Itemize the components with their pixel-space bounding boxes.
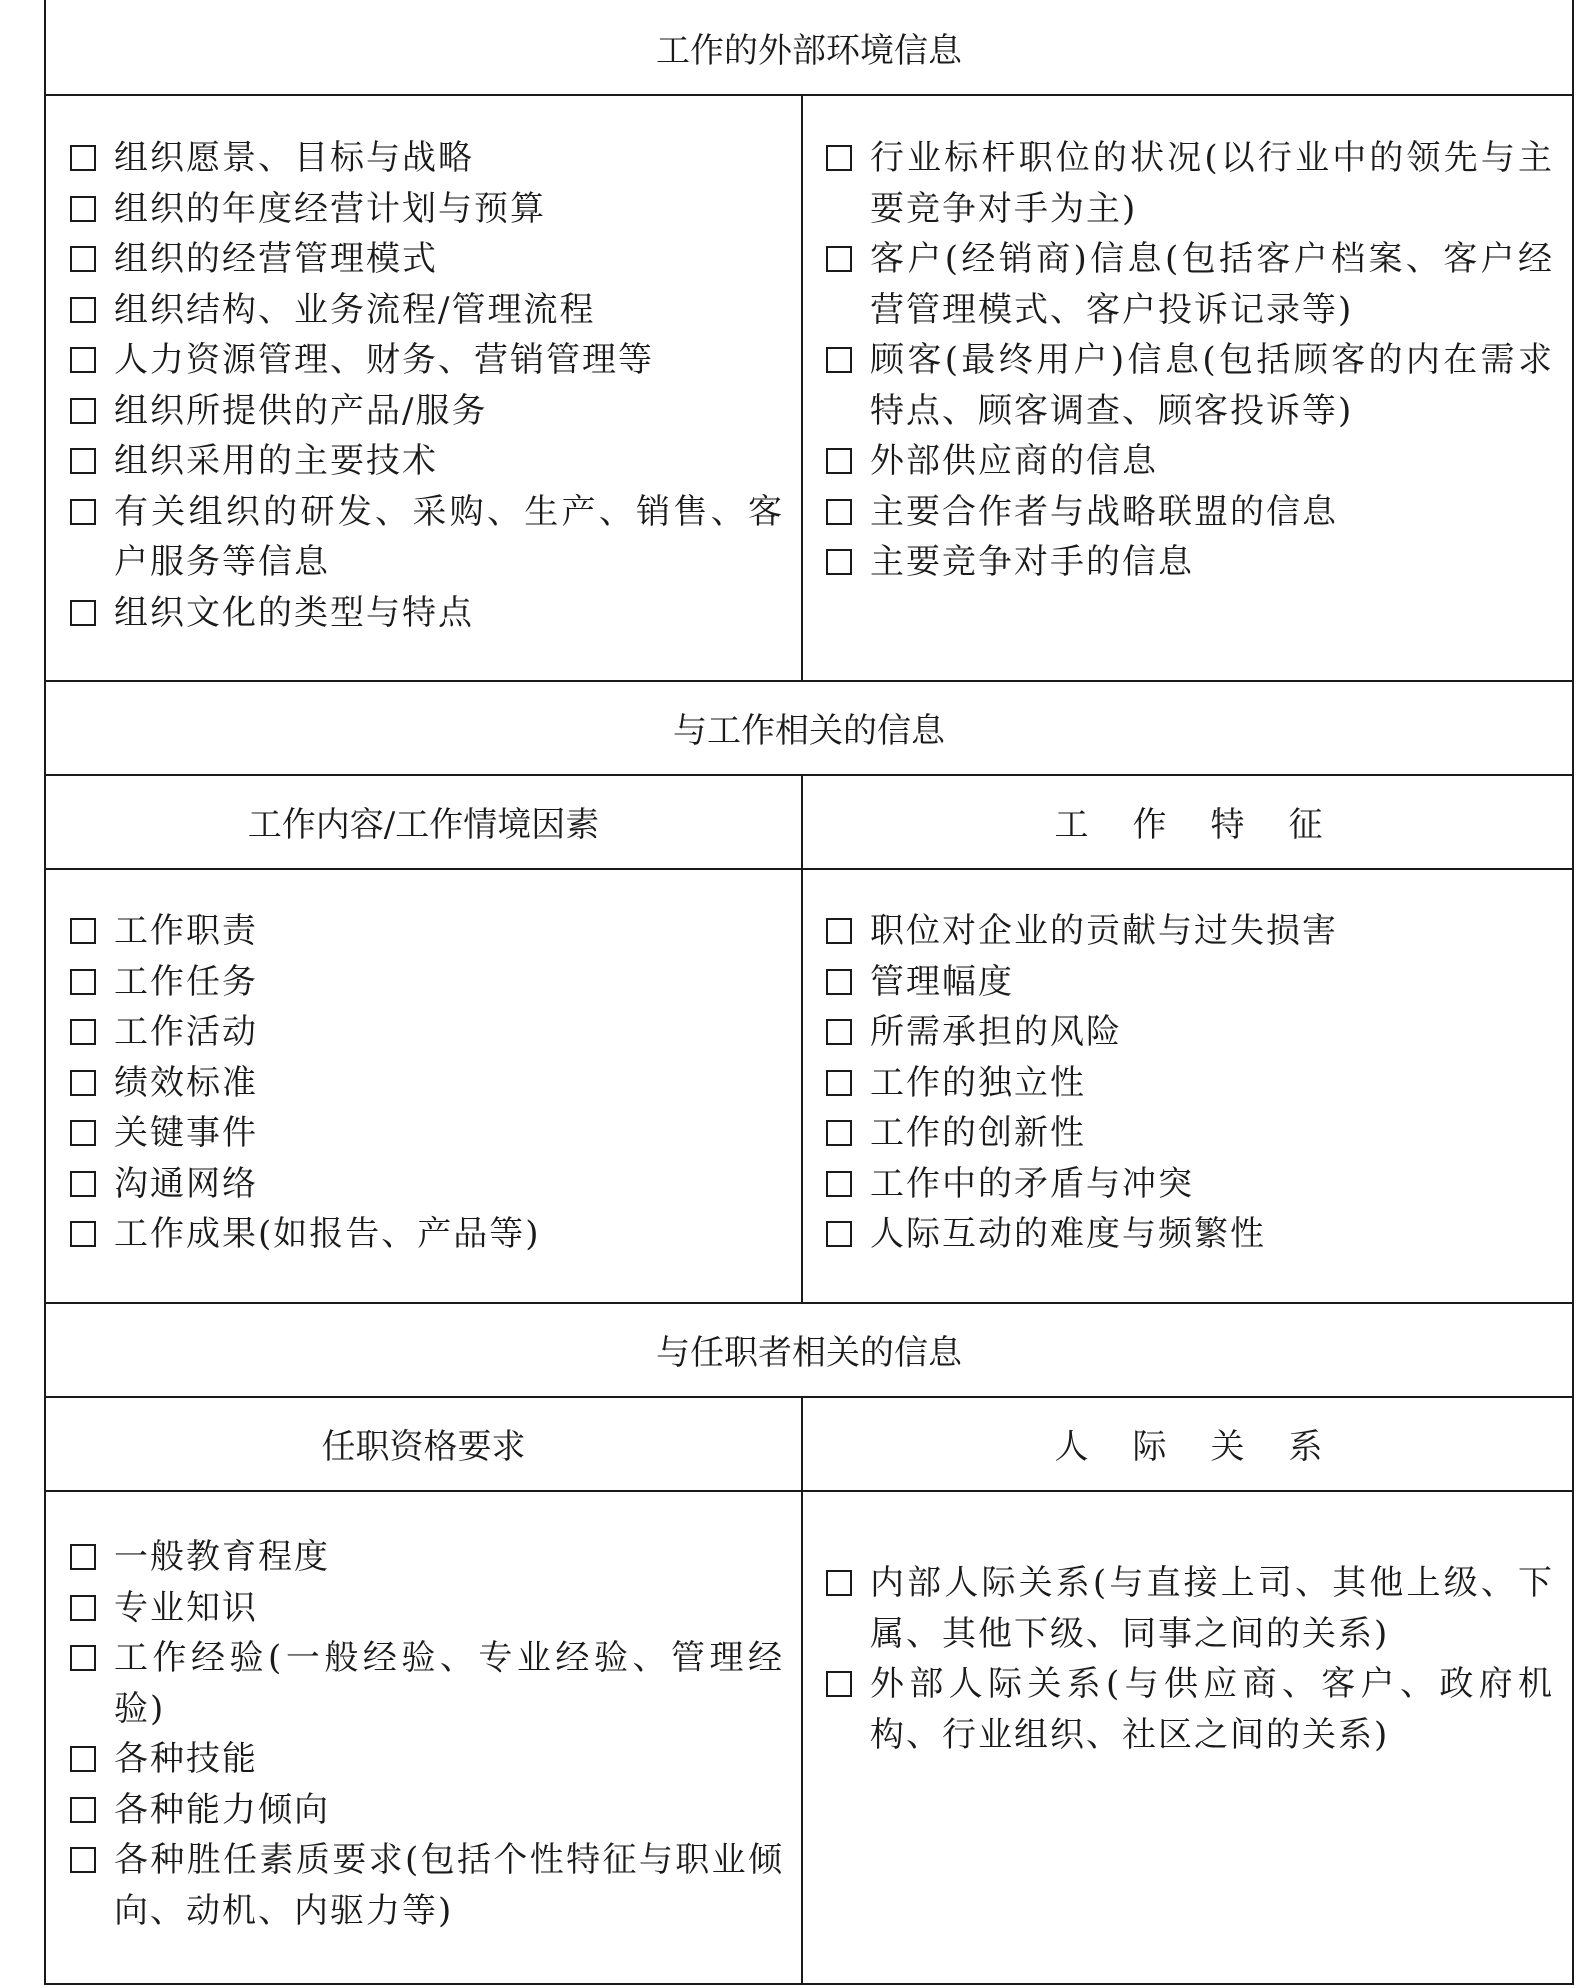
relationships-list xyxy=(826,1558,1554,1760)
column-head-text: 工作特征 xyxy=(1054,804,1367,845)
checkbox-icon[interactable] xyxy=(826,1070,852,1096)
checklist-item-label: 组织文化的类型与特点 xyxy=(114,592,474,633)
checklist-item-label: 顾客(最终用户)信息(包括顾客的内在需求特点、顾客调查、顾客投诉等) xyxy=(870,340,1554,431)
job-content-list xyxy=(70,906,784,1260)
checklist-item xyxy=(826,1558,1554,1659)
checklist-item xyxy=(826,1659,1554,1760)
job-analysis-info-table xyxy=(44,0,1574,1985)
checklist-item xyxy=(70,1108,784,1159)
checkbox-icon[interactable] xyxy=(70,1019,96,1045)
checklist-item-label: 工作中的矛盾与冲突 xyxy=(870,1163,1194,1204)
checklist-item-label: 所需承担的风险 xyxy=(870,1012,1122,1052)
checkbox-icon[interactable] xyxy=(826,1019,852,1045)
checklist-item xyxy=(70,1209,784,1260)
checklist-item-label: 人力资源管理、财务、营销管理等 xyxy=(114,340,654,380)
checklist-item xyxy=(70,957,784,1008)
checklist-item-label: 各种能力倾向 xyxy=(114,1789,330,1830)
checklist-item-label: 组织采用的主要技术 xyxy=(114,441,438,481)
job-features-list xyxy=(826,906,1554,1260)
checklist-item xyxy=(70,436,784,487)
checklist-item-label: 行业标杆职位的状况(以行业中的领先与主要竞争对手为主) xyxy=(870,138,1554,229)
checklist-item-label: 工作活动 xyxy=(114,1012,258,1052)
checklist-item xyxy=(70,1058,784,1109)
column-head-job-content: 工作内容/工作情境因素 xyxy=(247,804,600,845)
checkbox-icon[interactable] xyxy=(826,1671,852,1697)
checklist-item-label: 绩效标准 xyxy=(114,1062,258,1103)
checklist-item-label: 关键事件 xyxy=(114,1113,258,1153)
checkbox-icon[interactable] xyxy=(826,499,852,525)
checkbox-icon[interactable] xyxy=(70,1544,96,1570)
checklist-item-label: 工作任务 xyxy=(114,961,258,1002)
checkbox-icon[interactable] xyxy=(70,297,96,323)
checkbox-icon[interactable] xyxy=(70,1595,96,1621)
checklist-item xyxy=(826,436,1554,487)
checklist-item xyxy=(826,487,1554,538)
checkbox-icon[interactable] xyxy=(70,398,96,424)
checklist-item xyxy=(826,957,1554,1008)
column-head-relationships xyxy=(803,1396,1574,1490)
checklist-item xyxy=(826,906,1554,957)
checklist-item-label: 内部人际关系(与直接上司、其他上级、下属、其他下级、同事之间的关系) xyxy=(870,1563,1554,1654)
checklist-item xyxy=(70,133,784,184)
checklist-item-label: 一般教育程度 xyxy=(114,1537,330,1577)
checklist-item xyxy=(826,1209,1554,1260)
checkbox-icon[interactable] xyxy=(70,600,96,626)
checkbox-icon[interactable] xyxy=(70,1070,96,1096)
checkbox-icon[interactable] xyxy=(826,145,852,171)
checklist-item-label: 人际互动的难度与频繁性 xyxy=(870,1214,1266,1254)
checkbox-icon[interactable] xyxy=(826,1221,852,1247)
checklist-item-label: 职位对企业的贡献与过失损害 xyxy=(870,911,1338,951)
checklist-item xyxy=(826,537,1554,588)
column-head-qualifications: 任职资格要求 xyxy=(321,1426,526,1467)
checklist-item-label: 主要竞争对手的信息 xyxy=(870,542,1194,582)
checkbox-icon[interactable] xyxy=(826,969,852,995)
checkbox-icon[interactable] xyxy=(70,1120,96,1146)
checkbox-icon[interactable] xyxy=(70,1221,96,1247)
checkbox-icon[interactable] xyxy=(826,1120,852,1146)
column-head-job-features xyxy=(803,774,1574,868)
checklist-item xyxy=(70,1159,784,1210)
checkbox-icon[interactable] xyxy=(70,145,96,171)
checklist-item xyxy=(826,1159,1554,1210)
section-title-external-environment: 工作的外部环境信息 xyxy=(656,30,962,71)
checklist-item xyxy=(70,386,784,437)
checklist-item-label: 工作成果(如报告、产品等) xyxy=(114,1214,541,1254)
checklist-item xyxy=(70,1633,784,1734)
checklist-item-label: 工作的创新性 xyxy=(870,1113,1086,1153)
checklist-item-label: 工作的独立性 xyxy=(870,1062,1086,1103)
checkbox-icon[interactable] xyxy=(70,499,96,525)
checklist-item-label: 有关组织的研发、采购、生产、销售、客户服务等信息 xyxy=(114,491,784,582)
checkbox-icon[interactable] xyxy=(70,1171,96,1197)
checklist-item xyxy=(70,1532,784,1583)
divider xyxy=(46,868,1572,870)
checkbox-icon[interactable] xyxy=(70,196,96,222)
checkbox-icon[interactable] xyxy=(70,1645,96,1671)
checkbox-icon[interactable] xyxy=(826,549,852,575)
checklist-item-label: 各种技能 xyxy=(114,1739,258,1779)
checklist-item xyxy=(826,234,1554,335)
checkbox-icon[interactable] xyxy=(70,1847,96,1873)
checkbox-icon[interactable] xyxy=(70,347,96,373)
checklist-item xyxy=(70,1734,784,1785)
checklist-item xyxy=(70,588,784,639)
checklist-item xyxy=(826,1108,1554,1159)
checkbox-icon[interactable] xyxy=(70,246,96,272)
checklist-item-label: 客户(经销商)信息(包括客户档案、客户经营管理模式、客户投诉记录等) xyxy=(870,239,1554,330)
checklist-item-label: 组织的经营管理模式 xyxy=(114,239,438,279)
checklist-item-label: 外部人际关系(与供应商、客户、政府机构、行业组织、社区之间的关系) xyxy=(870,1664,1554,1755)
checkbox-icon[interactable] xyxy=(826,448,852,474)
checkbox-icon[interactable] xyxy=(70,1746,96,1772)
checklist-item xyxy=(70,1583,784,1634)
checklist-item xyxy=(826,335,1554,436)
checklist-item-label: 外部供应商的信息 xyxy=(870,441,1158,481)
checklist-item-label: 组织愿景、目标与战略 xyxy=(114,138,474,178)
checklist-item xyxy=(70,1007,784,1058)
checklist-item-label: 沟通网络 xyxy=(114,1163,258,1204)
checkbox-icon[interactable] xyxy=(70,918,96,944)
checklist-item-label: 专业知识 xyxy=(114,1587,258,1628)
checklist-item xyxy=(70,234,784,285)
checkbox-icon[interactable] xyxy=(826,918,852,944)
divider xyxy=(46,1490,1572,1492)
checklist-item-label: 主要合作者与战略联盟的信息 xyxy=(870,491,1338,532)
checklist-item xyxy=(70,1785,784,1836)
checklist-item-label: 组织结构、业务流程/管理流程 xyxy=(114,289,596,330)
checklist-item-label: 工作职责 xyxy=(114,911,258,951)
external-env-left-list xyxy=(70,133,784,638)
checklist-item xyxy=(70,184,784,235)
checklist-item-label: 组织所提供的产品/服务 xyxy=(114,390,488,431)
checklist-item xyxy=(70,285,784,336)
checkbox-icon[interactable] xyxy=(70,448,96,474)
checklist-item-label: 管理幅度 xyxy=(870,961,1014,1002)
column-head-text: 人际关系 xyxy=(1054,1426,1367,1467)
checkbox-icon[interactable] xyxy=(826,246,852,272)
column-divider xyxy=(801,94,803,680)
checkbox-icon[interactable] xyxy=(826,347,852,373)
checklist-item xyxy=(70,487,784,588)
divider xyxy=(46,94,1572,96)
checklist-item xyxy=(70,906,784,957)
checklist-item xyxy=(826,1058,1554,1109)
section-title-incumbent-related: 与任职者相关的信息 xyxy=(656,1332,962,1373)
checklist-item-label: 工作经验(一般经验、专业经验、管理经验) xyxy=(114,1638,784,1729)
qualifications-list xyxy=(70,1532,784,1936)
checkbox-icon[interactable] xyxy=(70,969,96,995)
checkbox-icon[interactable] xyxy=(70,1797,96,1823)
checklist-item xyxy=(70,1835,784,1936)
checkbox-icon[interactable] xyxy=(826,1171,852,1197)
checklist-item xyxy=(70,335,784,386)
external-env-right-list xyxy=(826,133,1554,588)
checkbox-icon[interactable] xyxy=(826,1570,852,1596)
checklist-item-label: 组织的年度经营计划与预算 xyxy=(114,188,546,229)
section-title-job-related: 与工作相关的信息 xyxy=(673,710,945,751)
checklist-item xyxy=(826,133,1554,234)
checklist-item-label: 各种胜任素质要求(包括个性特征与职业倾向、动机、内驱力等) xyxy=(114,1840,784,1931)
checklist-item xyxy=(826,1007,1554,1058)
